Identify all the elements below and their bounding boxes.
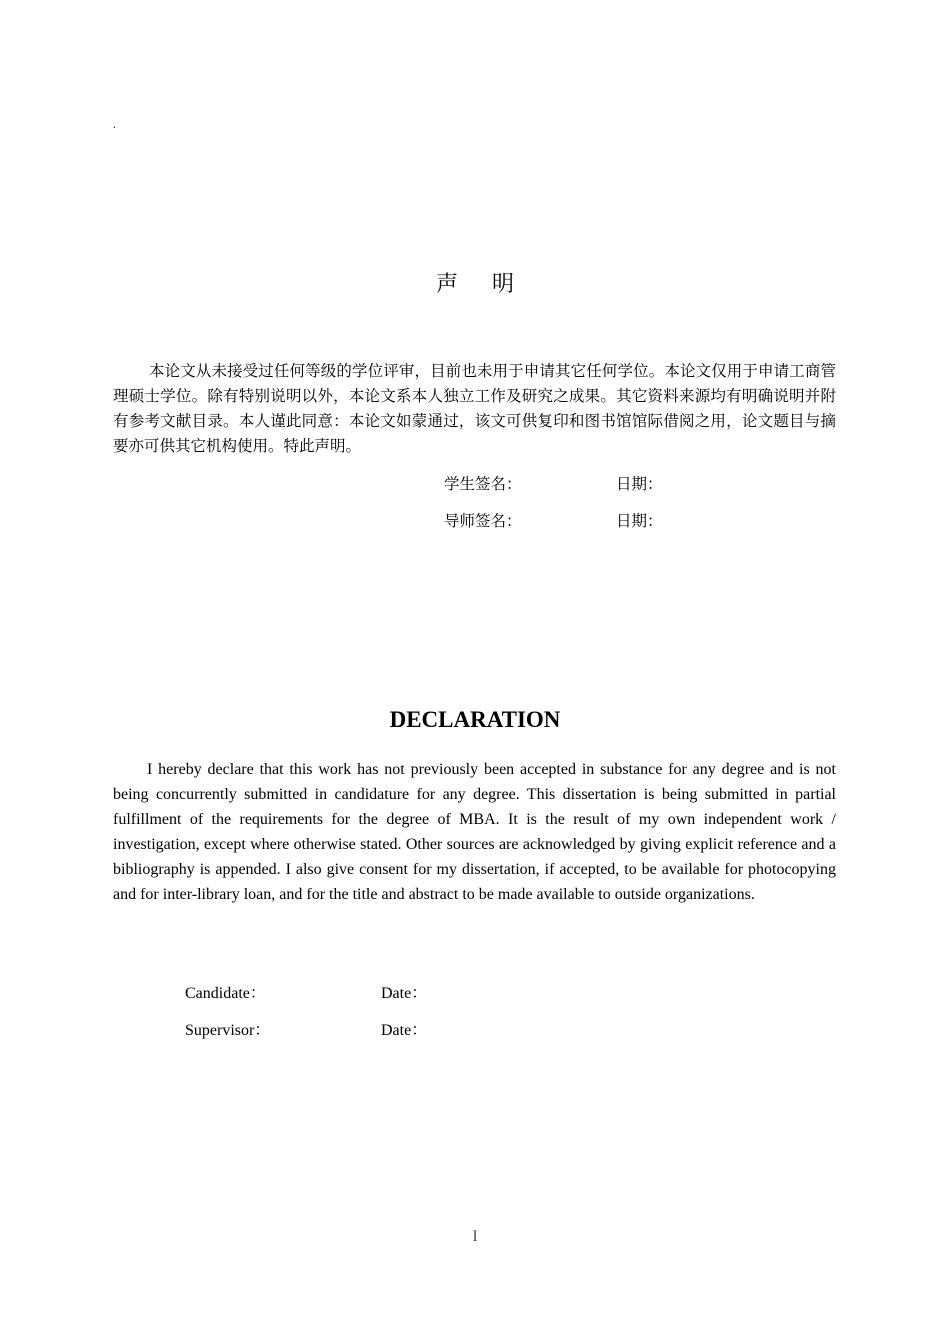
- chinese-declaration-body: 本论文从未接受过任何等级的学位评审，目前也未用于申请其它任何学位。本论文仅用于申请工商管理硕士学位。除有特别说明以外，本论文系本人独立工作及研究之成果。其它资料来源均有明确说明并附有参考文献目录。本人谨此同意：本论文如蒙通过，该文可供复印和图书馆馆际借阅之用，论文题目与摘要亦可供其它机构使用。特此声明。: [113, 362, 836, 455]
- page-number: I: [472, 1228, 478, 1245]
- supervisor-date-label: Date：: [381, 1022, 428, 1039]
- candidate-date-label: Date：: [381, 985, 428, 1002]
- student-signature-label: 学生签名：: [444, 475, 522, 493]
- english-declaration-title: DECLARATION: [389, 707, 561, 732]
- candidate-label: Candidate：: [185, 985, 266, 1002]
- stray-mark: .: [113, 117, 116, 131]
- english-declaration-body: I hereby declare that this work has not previously been accepted in substance for any degree and is not being concurrently submitted in candidature for any degree. This dissertation is being submitted in partial fulfillment of the requirements for the degree of MBA. It is the result of my own independent work / investigation, except where otherwise stated. Other sources are acknowledged by giving explicit reference and a bibliography is appended. I also give consent for my dissertation, if accepted, to be available for photocopying and for inter-library loan, and for the title and abstract to be made available to outside organizations.: [113, 761, 836, 903]
- chinese-declaration-title: 声明: [435, 272, 548, 297]
- supervisor-label: Supervisor：: [185, 1022, 271, 1039]
- advisor-date-label: 日期：: [616, 512, 663, 530]
- student-date-label: 日期：: [616, 475, 663, 493]
- advisor-signature-label: 导师签名：: [444, 512, 522, 530]
